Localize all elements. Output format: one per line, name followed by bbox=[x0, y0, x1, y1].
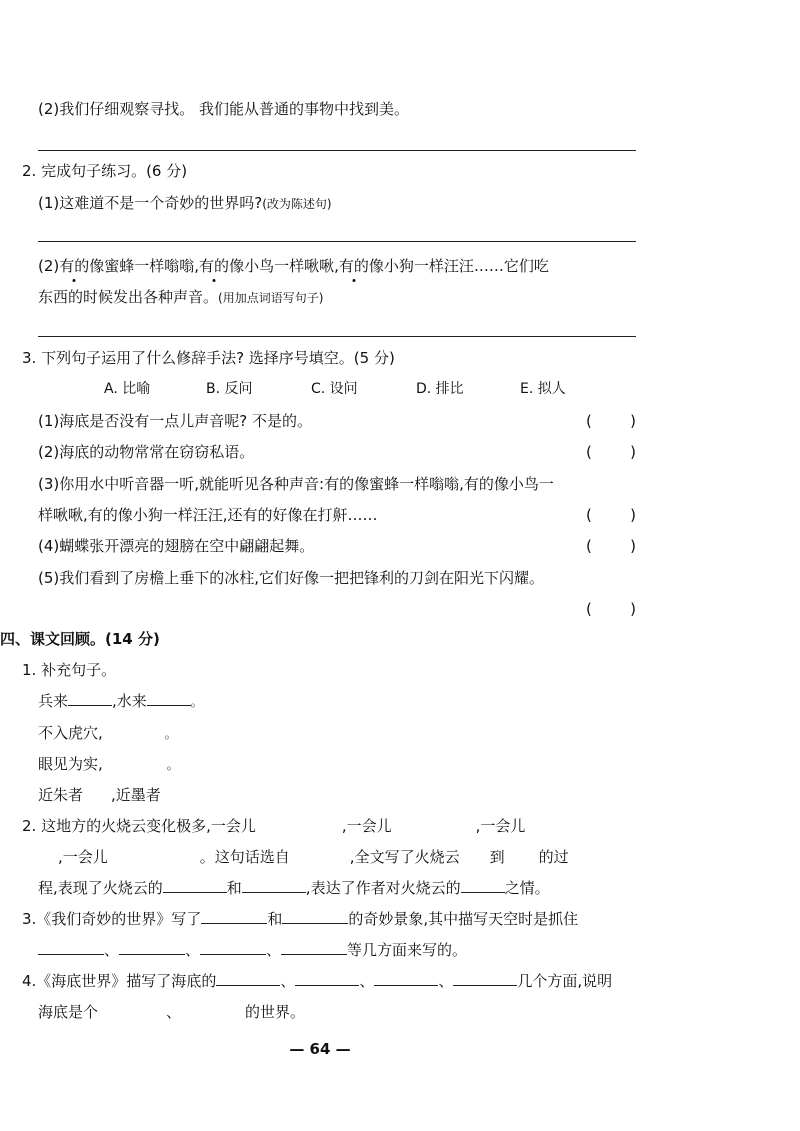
bracket-open: ( bbox=[586, 506, 592, 524]
part-2-line2 bbox=[58, 846, 569, 868]
text: 、 bbox=[166, 1003, 182, 1021]
text: 之情。 bbox=[504, 879, 550, 897]
answer-bracket-3-2[interactable] bbox=[586, 441, 636, 463]
bracket-close: ) bbox=[630, 506, 636, 524]
fill-line-2 bbox=[38, 722, 177, 745]
text: 和 bbox=[267, 910, 283, 928]
text: 。 bbox=[164, 727, 177, 741]
bracket-close: ) bbox=[630, 443, 636, 461]
question-2-2-line1 bbox=[38, 255, 549, 277]
dotted-word: 有的 bbox=[338, 257, 369, 275]
blank[interactable] bbox=[163, 877, 227, 893]
fill-line-3 bbox=[38, 753, 179, 776]
option-e: E. 拟人 bbox=[520, 381, 566, 397]
blank[interactable] bbox=[147, 690, 191, 706]
text: 的世界。 bbox=[245, 1003, 306, 1021]
text: 、 bbox=[266, 941, 282, 959]
page-number: — 64 — bbox=[289, 1040, 351, 1058]
part-4-line2 bbox=[38, 1001, 305, 1023]
text: 的过 bbox=[538, 848, 569, 866]
text: 2. 这地方的火烧云变化极多,一会儿 bbox=[22, 817, 256, 835]
text: ,一会儿 bbox=[341, 817, 392, 835]
question-3-2: (2)海底的动物常常在窃窃私语。 bbox=[38, 443, 255, 461]
text: ,全文写了火烧云 bbox=[349, 848, 460, 866]
blank[interactable] bbox=[374, 970, 438, 986]
answer-line-3[interactable] bbox=[38, 336, 636, 337]
text: 的奇妙景象,其中描写天空时是抓住 bbox=[348, 910, 579, 928]
section-2-title: 2. 完成句子练习。(6 分) bbox=[22, 162, 188, 180]
text: ,一会儿 bbox=[58, 848, 108, 866]
text: 。 bbox=[190, 695, 203, 709]
text: 。这句话选自 bbox=[199, 848, 290, 866]
question-2-2-line2 bbox=[38, 286, 323, 309]
q2-2-text: 东西的时候发出各种声音。 bbox=[38, 288, 219, 306]
dotted-word: 有的 bbox=[199, 257, 230, 275]
answer-line-2[interactable] bbox=[38, 241, 636, 242]
question-3-5: (5)我们看到了房檐上垂下的冰柱,它们好像一把把锋利的刀剑在阳光下闪耀。 bbox=[38, 569, 545, 587]
blank[interactable] bbox=[200, 939, 266, 955]
text: ,近墨者 bbox=[111, 786, 161, 804]
question-3-3-line2: 样啾啾,有的像小狗一样汪汪,还有的好像在打鼾…… bbox=[38, 506, 378, 524]
fill-line-1 bbox=[38, 690, 203, 713]
text: 程,表现了火烧云的 bbox=[38, 879, 163, 897]
question-2-1 bbox=[38, 192, 332, 215]
text: ,水来 bbox=[112, 692, 147, 710]
text: 等几方面来写的。 bbox=[347, 941, 468, 959]
blank[interactable] bbox=[281, 939, 347, 955]
section-4-title: 四、课文回顾。(14 分) bbox=[0, 630, 160, 648]
answer-line-1[interactable] bbox=[38, 150, 636, 151]
question-3-1: (1)海底是否没有一点儿声音呢? 不是的。 bbox=[38, 412, 312, 430]
question-3-3-line1: (3)你用水中听音器一听,就能听见各种声音:有的像蜜蜂一样嗡嗡,有的像小鸟一 bbox=[38, 475, 554, 493]
blank[interactable] bbox=[68, 690, 112, 706]
bracket-close: ) bbox=[630, 600, 636, 618]
text: ,一会儿 bbox=[475, 817, 526, 835]
blank[interactable] bbox=[242, 877, 306, 893]
text: 、 bbox=[359, 972, 375, 990]
bracket-open: ( bbox=[586, 537, 592, 555]
text: 。 bbox=[166, 758, 179, 772]
answer-bracket-3-3[interactable] bbox=[586, 504, 636, 526]
q2-2-instruction: (用加点词语写句子) bbox=[218, 291, 324, 305]
blank[interactable] bbox=[461, 877, 505, 893]
text: 、 bbox=[438, 972, 454, 990]
answer-bracket-3-1[interactable] bbox=[586, 410, 636, 432]
answer-bracket-3-4[interactable] bbox=[586, 535, 636, 557]
question-3-4: (4)蝴蝶张开漂亮的翅膀在空中翩翩起舞。 bbox=[38, 537, 315, 555]
text: ,表达了作者对火烧云的 bbox=[305, 879, 461, 897]
q2-2-part: 像小鸟一样啾啾, bbox=[229, 257, 339, 275]
fill-line-4 bbox=[38, 784, 161, 806]
bracket-open: ( bbox=[586, 412, 592, 430]
option-c: C. 设问 bbox=[311, 381, 358, 397]
blank[interactable] bbox=[201, 908, 267, 924]
option-d: D. 排比 bbox=[416, 381, 464, 397]
answer-bracket-3-5[interactable] bbox=[586, 598, 636, 620]
question-2-1-text: (1)这难道不是一个奇妙的世界吗? bbox=[38, 194, 263, 212]
text: 不入虎穴, bbox=[38, 724, 103, 742]
option-b: B. 反问 bbox=[206, 381, 253, 397]
question-1-2: (2)我们仔细观察寻找。 我们能从普通的事物中找到美。 bbox=[38, 100, 410, 118]
option-a: A. 比喻 bbox=[104, 381, 151, 397]
bracket-close: ) bbox=[630, 537, 636, 555]
blank[interactable] bbox=[282, 908, 348, 924]
bracket-open: ( bbox=[586, 600, 592, 618]
text: 和 bbox=[226, 879, 242, 897]
blank[interactable] bbox=[38, 939, 104, 955]
text: 海底是个 bbox=[38, 1003, 99, 1021]
text: 3.《我们奇妙的世界》写了 bbox=[22, 910, 202, 928]
q2-2-part: 像蜜蜂一样嗡嗡, bbox=[89, 257, 200, 275]
section-3-title: 3. 下列句子运用了什么修辞手法? 选择序号填空。(5 分) bbox=[22, 349, 395, 367]
text: 近朱者 bbox=[38, 786, 84, 804]
text: 眼见为实, bbox=[38, 755, 103, 773]
part-2-line3 bbox=[38, 877, 550, 899]
dotted-word: 有的 bbox=[59, 257, 90, 275]
q2-2-prefix: (2) bbox=[38, 257, 60, 275]
blank[interactable] bbox=[453, 970, 517, 986]
text: 、 bbox=[185, 941, 201, 959]
text: 兵来 bbox=[38, 692, 69, 710]
part-2-line1 bbox=[22, 815, 525, 837]
blank[interactable] bbox=[119, 939, 185, 955]
part-4-line1 bbox=[22, 970, 612, 992]
text: 、 bbox=[104, 941, 120, 959]
blank[interactable] bbox=[295, 970, 359, 986]
part-1-title: 1. 补充句子。 bbox=[22, 661, 117, 679]
part-3-line2 bbox=[38, 939, 467, 961]
text: 4.《海底世界》描写了海底的 bbox=[22, 972, 217, 990]
text: 、 bbox=[280, 972, 296, 990]
q2-2-part: 像小狗一样汪汪……它们吃 bbox=[368, 257, 549, 275]
blank[interactable] bbox=[216, 970, 280, 986]
bracket-open: ( bbox=[586, 443, 592, 461]
bracket-close: ) bbox=[630, 412, 636, 430]
text: 几个方面,说明 bbox=[517, 972, 613, 990]
question-2-1-instruction: (改为陈述句) bbox=[262, 197, 332, 211]
part-3-line1 bbox=[22, 908, 578, 930]
text: 到 bbox=[489, 848, 505, 866]
